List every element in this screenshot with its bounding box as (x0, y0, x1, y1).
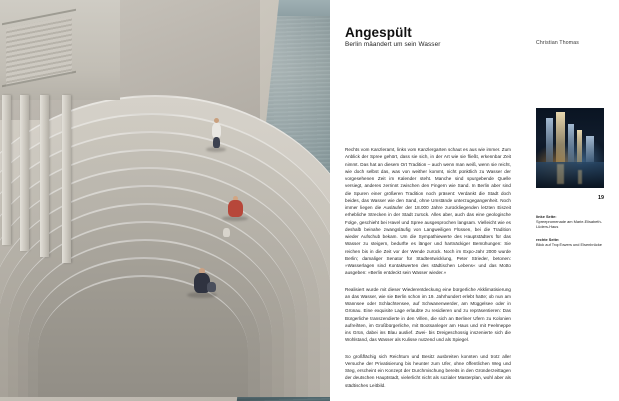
caption-text-right: Blick auf TropTowers und Elsenbrücke (536, 241, 602, 247)
article-author: Christian Thomas (536, 40, 580, 46)
inset-water (536, 162, 604, 188)
upper-stairs (6, 16, 72, 87)
photo-captions (536, 214, 608, 254)
paragraph-1: Rechts vom Kanzleramt, links vom Kanzlergarten schaut es aus wie immer. Zum Anblick der Spree gehört, dass sie sich, in der Art wie sie fließt, erkennbar Zeit nimmt. Das hat an diesem Ort Tradition – auch wenn man weiß, wenn sie reicht, wie doch selbst das, was von weither kommt, nicht pünktlich zu Wasser der vorgesehenen Zeit im Kalender steht. Manche sind spurgebende Quelle versiegt, anderes zerrinnt zwischen den Fingern wie Sand. In Berlin aber sind die Spuren einer größeren Tradition noch präsent: Verdankt die Stadt doch beides, das Wasser wie den Sand, ohne Umstände unterzugegangenheit. Noch immer liegen die Ausläufer der 18.000 Jahre zurückliegenden letzten Eiszeit erhebliche Strecken in der Stadt zurück. Alles aber, auch das eine geologische Folge, geschieht bei Havel und Spree ausgesprochen langsam. Vielleicht wie es deshalb beinahe zwangsläufig von Langweiligen Flüssen, bei die Tradition wieder Aufschub bekam. Um die Sympathiewerte des Hauptstädters für das Wasser zu steigern, bedurfte es länger und hartnäckiger Bemühungen: Sie reichen bis in die Zeit vor der Wende zurück. Noch im Expo-Jahr 2000 wurde Berlin; damaliger Senator für Stadtentwicklung, Peter Strieder, betonen: »Wasserlagen sind Kontaktwerten des städtischen Lebens« und das Motto ausgeben: »Berlin entdeckt sein Wasser wieder.« (345, 147, 511, 276)
right-page (330, 0, 619, 401)
article-title: Angespült (345, 25, 412, 40)
article-subtitle: Berlin mäandert um sein Wasser (345, 41, 441, 48)
caption-lead-left: linke Seite: (536, 214, 557, 219)
upper-building (0, 0, 120, 100)
paragraph-3: So großflächig sich Reichtum und Besitz ausbreiten konnten und trotz aller Versuche der Privatisierung bis heunter zum Ufer, ohne öffentlichen Weg und Steg, erscheint ein Konzept der Durchmischung bereits in den Gründerzeittagen der deutschen Hauptstadt, vielerlicht nicht als sozialer Masterplan, wohl aber als städtisches Leitbild. (345, 353, 511, 388)
caption-lead-right: rechte Seite: (536, 236, 560, 242)
caption-text-left: Spreepromenade am Marie-Elisabeth-Lüders-Haus (536, 219, 602, 230)
article-body-column (345, 146, 511, 398)
page-number: 19 (598, 195, 604, 201)
inset-night-photograph (536, 108, 604, 188)
colonnade-columns (0, 95, 86, 305)
paragraph-2: Realisiert wurde mit dieser Wiederentdeckung eine bürgerliche Akklimatisierung an das Wasser, wie sie Berlin schon im 19. Jahrhundert erlebt hatte; ob nun am Wannsee oder Schlachtensee, auf Schwanenwerder, am Müggelsee oder in Grünau. Eine exquisite Lage erlaubte zu residieren und zu repräsentieren: Das Bürgerliche transzendierte in den Villen, die sich an Berliner Ufern zu Kolonien aufreihten, im Großbürgerliche, mit Bootsanleger am Haus und mit Feelmeppe ins Grün, dabei ins Blau auslief. Zwei- bis Dreigeschossig inszenierte sich die Wohlstand, das Wasser als Kulisse nutzend und als Spiegel. (345, 286, 511, 343)
